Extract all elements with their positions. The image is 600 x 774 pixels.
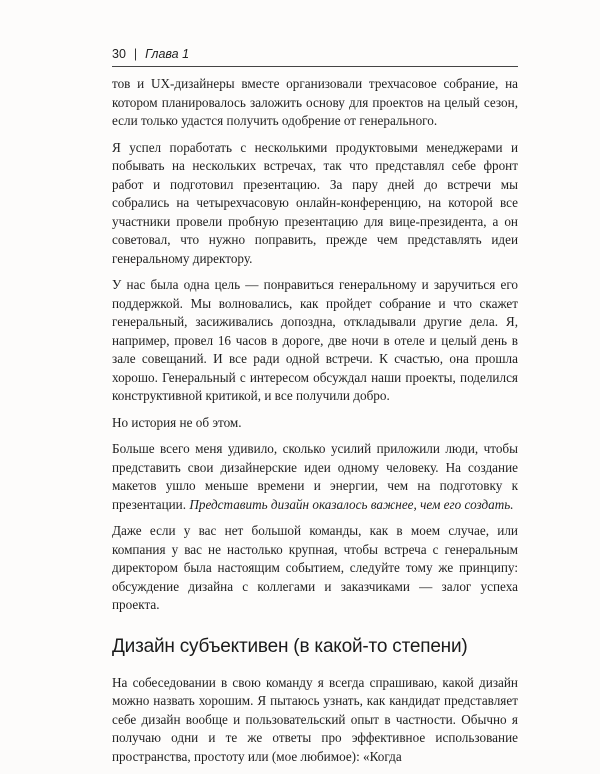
header-separator: |: [133, 47, 138, 61]
paragraph-5-text: Больше всего меня удивило, сколько усилий приложили люди, чтобы представить свои дизайнерские идеи одному человеку. На создание макетов ушло меньше времени и энергии, чем на подготовку к презентации.: [112, 441, 518, 512]
page-number: 30: [112, 47, 126, 61]
paragraph-4: Но история не об этом.: [112, 414, 242, 430]
chapter-title: Глава 1: [145, 47, 190, 61]
paragraph-7: На собеседовании в свою команду я всегда спрашиваю, какой дизайн можно назвать хорошим. Я пытаюсь узнать, как кандидат представляет себе дизайн вообще и пользовательский опыт в частности. Обычно я получаю одни и те же ответы про эффективное использование пространства, простоту или (мое любимое): «Когда: [112, 674, 518, 764]
running-head: [112, 47, 520, 61]
section-heading: Дизайн субъективен (в какой-то степени): [112, 635, 468, 657]
paragraph-6: Даже если у вас нет большой команды, как в моем случае, или компания у вас не настолько крупная, чтобы встреча с генеральным директором была настоящим событием, следуйте тому же принципу: обсуждение дизайна с коллегами и заказчиками — залог успеха проекта.: [112, 523, 518, 612]
paragraph-5-emphasis: Представить дизайн оказалось важнее, чем его создать.: [189, 496, 514, 512]
paragraph-1: тов и UX-дизайнеры вместе организовали трехчасовое собрание, на котором планировалось заложить основу для проектов на целый сезон, если только удастся получить одобрение от генерального.: [112, 76, 518, 128]
paragraph-3: У нас была одна цель — понравиться генеральному и заручиться его поддержкой. Мы волновались, как пройдет собрание и что скажет генеральный, засиживались допоздна, откладывали другие дела. Я, например, провел 16 часов в дороге, две ночи в отеле и целый день в зале совещаний. И все ради одной встречи. К счастью, она прошла хорошо. Генеральный с интересом обсуждал наши проекты, поделился конструктивной критикой, и все получили добро.: [112, 277, 518, 403]
page-body: [112, 75, 518, 774]
paragraph-2: Я успел поработать с несколькими продуктовыми менеджерами и побывать на нескольких встречах, так что представлял себе фронт работ и подготовил презентацию. За пару дней до встречи мы собрались на четырехчасовую онлайн-конференцию, на которой все участники провели пробную презентацию для вице-президента, а он советовал, что нужно поправить, прежде чем представлять идеи генеральному директору.: [112, 139, 518, 266]
header-rule: [112, 66, 518, 67]
paragraph-5: [112, 440, 518, 514]
